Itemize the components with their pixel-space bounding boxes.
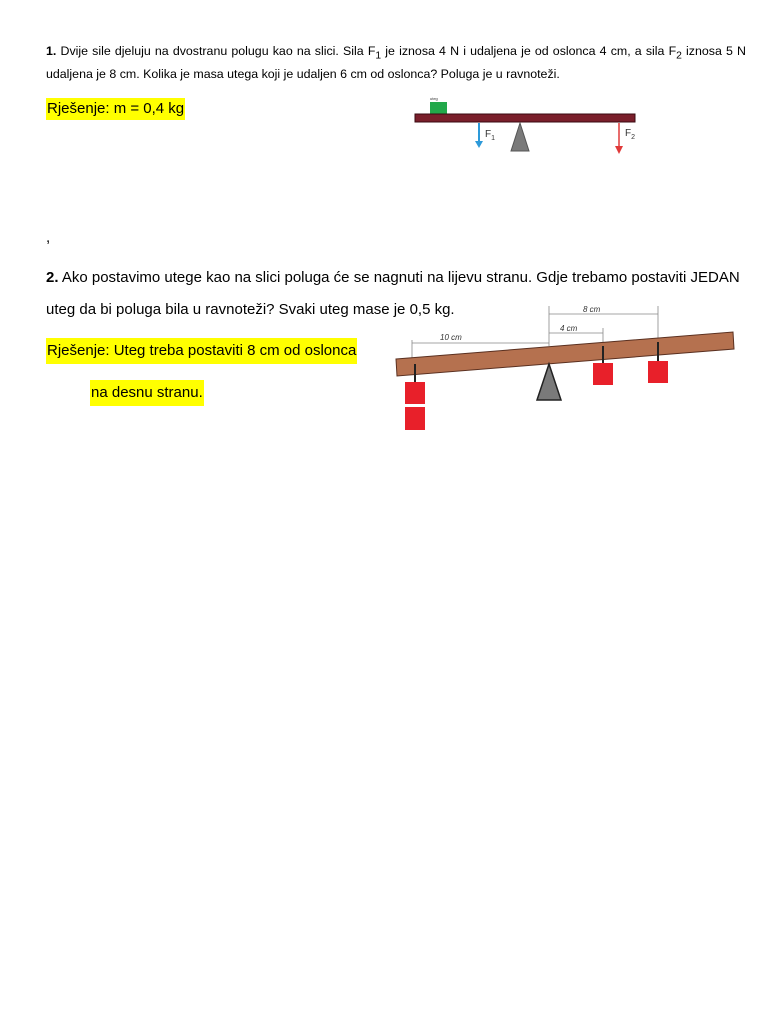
separator-comma: , [46, 229, 51, 246]
task2-number: 2. [46, 269, 59, 286]
task1-number: 1. [46, 44, 57, 58]
task1-f1-label: $F_1$ [485, 129, 496, 142]
task1-text-a: Dvije sile djeluju na dvostranu polugu kao na slici. Sila F [56, 44, 376, 58]
task1-beam [415, 114, 635, 122]
task2-right-weight-8cm [648, 361, 668, 383]
task1-lever-figure [405, 92, 645, 164]
task2-right-weight-4cm [593, 363, 613, 385]
task1-weight-label: uteg [430, 96, 438, 101]
task1-question [46, 42, 746, 84]
task1-weight [430, 102, 447, 114]
task1-sub1: 1 [375, 50, 382, 62]
task2-lever-figure [390, 298, 740, 434]
task1-f2-arrowhead [615, 146, 623, 154]
task1-f2-label: $F_2$ [625, 128, 636, 141]
task2-left-weight-2 [405, 407, 425, 430]
task2-solution-line1: Rješenje: Uteg treba postaviti 8 cm od oslonca [46, 338, 357, 364]
task2-dim-4: 4 cm [560, 324, 578, 333]
task2-fulcrum [537, 364, 561, 400]
task2-solution-line2: na desnu stranu. [90, 380, 204, 406]
task1-text-b: je iznosa 4 N i udaljena je od oslonca 4 cm, a sila F [381, 44, 677, 58]
task1-text-c: iznosa 5 N udaljena je 8 cm. Kolika je masa utega koji je udaljen 6 cm od oslonca? Poluga je u ravnoteži. [46, 44, 747, 82]
task2-text: Ako postavimo utege kao na slici poluga će se nagnuti na lijevu stranu. Gdje trebamo postaviti JEDAN uteg da bi poluga bila u ravnoteži? Svaki uteg mase je 0,5 kg. [46, 269, 740, 318]
task2-dim-10: 10 cm [440, 333, 462, 342]
task1-f1-arrowhead [475, 141, 483, 148]
task2-left-weight-1 [405, 382, 425, 404]
task1-fulcrum [511, 123, 529, 151]
task1-sub2: 2 [676, 50, 682, 62]
task2-dim-8: 8 cm [583, 305, 601, 314]
task1-solution: Rješenje: m = 0,4 kg [46, 98, 185, 120]
